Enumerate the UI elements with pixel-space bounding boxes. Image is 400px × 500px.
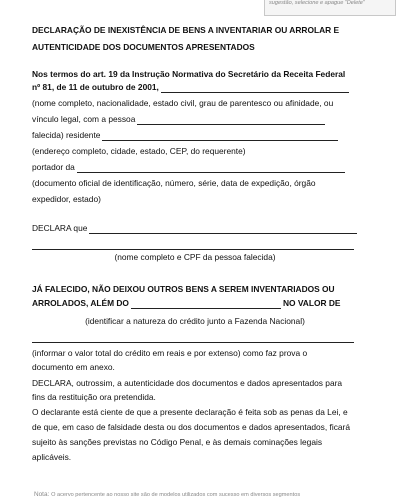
bold-statement-line-2: [32, 298, 340, 309]
declara-label: DECLARA que: [32, 223, 88, 233]
footer-text: O acervo pertencente ao nosso site são de modelos utilizados com sucesso em diversos segmentos: [51, 492, 301, 498]
deceased-blank-line[interactable]: [32, 240, 354, 250]
bold-statement-prefix: ARROLADOS, ALÉM DO: [32, 298, 129, 308]
body-line-7: expedidor, estado): [32, 194, 101, 204]
credit-blank-line[interactable]: [131, 299, 281, 309]
relationship-blank-line[interactable]: [137, 115, 325, 125]
name-blank-line[interactable]: [161, 83, 349, 93]
closing-line-2: documento em anexo.: [32, 362, 115, 372]
credit-caption: (identificar a natureza do crédito junto a Fazenda Nacional): [85, 316, 305, 326]
value-blank-row: [32, 332, 356, 343]
footer-note: [34, 491, 300, 498]
body-line-4: (endereço completo, cidade, estado, CEP, do requerente): [32, 146, 246, 156]
bold-statement-line-1: JÁ FALECIDO, NÃO DEIXOU OUTROS BENS A SEREM INVENTARIADOS OU: [32, 284, 335, 294]
document-blank-line[interactable]: [77, 163, 345, 173]
tooltip-text: sugestão, selecione e apague “Delete”: [269, 0, 365, 6]
document-title-line-2: AUTENTICIDADE DOS DOCUMENTOS APRESENTADOS: [32, 42, 255, 52]
value-blank-line[interactable]: [32, 333, 354, 343]
closing-line-4: fins da restituição ora pretendida.: [32, 392, 156, 402]
body-line-3-text: falecida) residente: [32, 130, 101, 140]
deceased-blank-row: [32, 239, 356, 250]
document-title-line-1: DECLARAÇÃO DE INEXISTÊNCIA DE BENS A INVENTARIAR OU ARROLAR E: [32, 25, 340, 35]
declara-blank-line[interactable]: [89, 224, 357, 234]
closing-line-5: O declarante está ciente de que a presente declaração é feita sob as penas da Lei, e: [32, 407, 348, 417]
deceased-caption: (nome completo e CPF da pessoa falecida): [114, 252, 276, 262]
body-line-2-text: vínculo legal, com a pessoa: [32, 114, 136, 124]
tooltip-note: [264, 0, 396, 16]
intro-line-2: [32, 82, 351, 93]
body-line-5-text: portador da: [32, 162, 75, 172]
intro-date-text: nº 81, de 11 de outubro de 2001,: [32, 82, 159, 92]
residence-blank-line[interactable]: [102, 131, 338, 141]
body-line-2: [32, 114, 327, 125]
body-line-1: (nome completo, nacionalidade, estado civil, grau de parentesco ou afinidade, ou: [32, 98, 334, 108]
closing-line-7: sujeito às sanções previstas no Código Penal, e às demais cominações legais: [32, 437, 323, 447]
body-line-3: [32, 130, 340, 141]
footer-label: Nota:: [34, 491, 50, 498]
closing-line-3: DECLARA, outrossim, a autenticidade dos documentos e dados apresentados para: [32, 378, 343, 388]
body-line-5: [32, 162, 347, 173]
closing-line-8: aplicáveis.: [32, 452, 72, 462]
body-line-6: (documento oficial de identificação, número, série, data de expedição, órgão: [32, 178, 316, 188]
intro-line-1: Nos termos do art. 19 da Instrução Normativa do Secretário da Receita Federal: [32, 69, 346, 79]
closing-line-1: (informar o valor total do crédito em reais e por extenso) como faz prova o: [32, 348, 308, 358]
bold-statement-suffix: NO VALOR DE: [282, 298, 341, 308]
declara-line: [32, 223, 359, 234]
closing-line-6: de que, em caso de falsidade desta ou dos documentos e dados apresentados, ficará: [32, 422, 350, 432]
